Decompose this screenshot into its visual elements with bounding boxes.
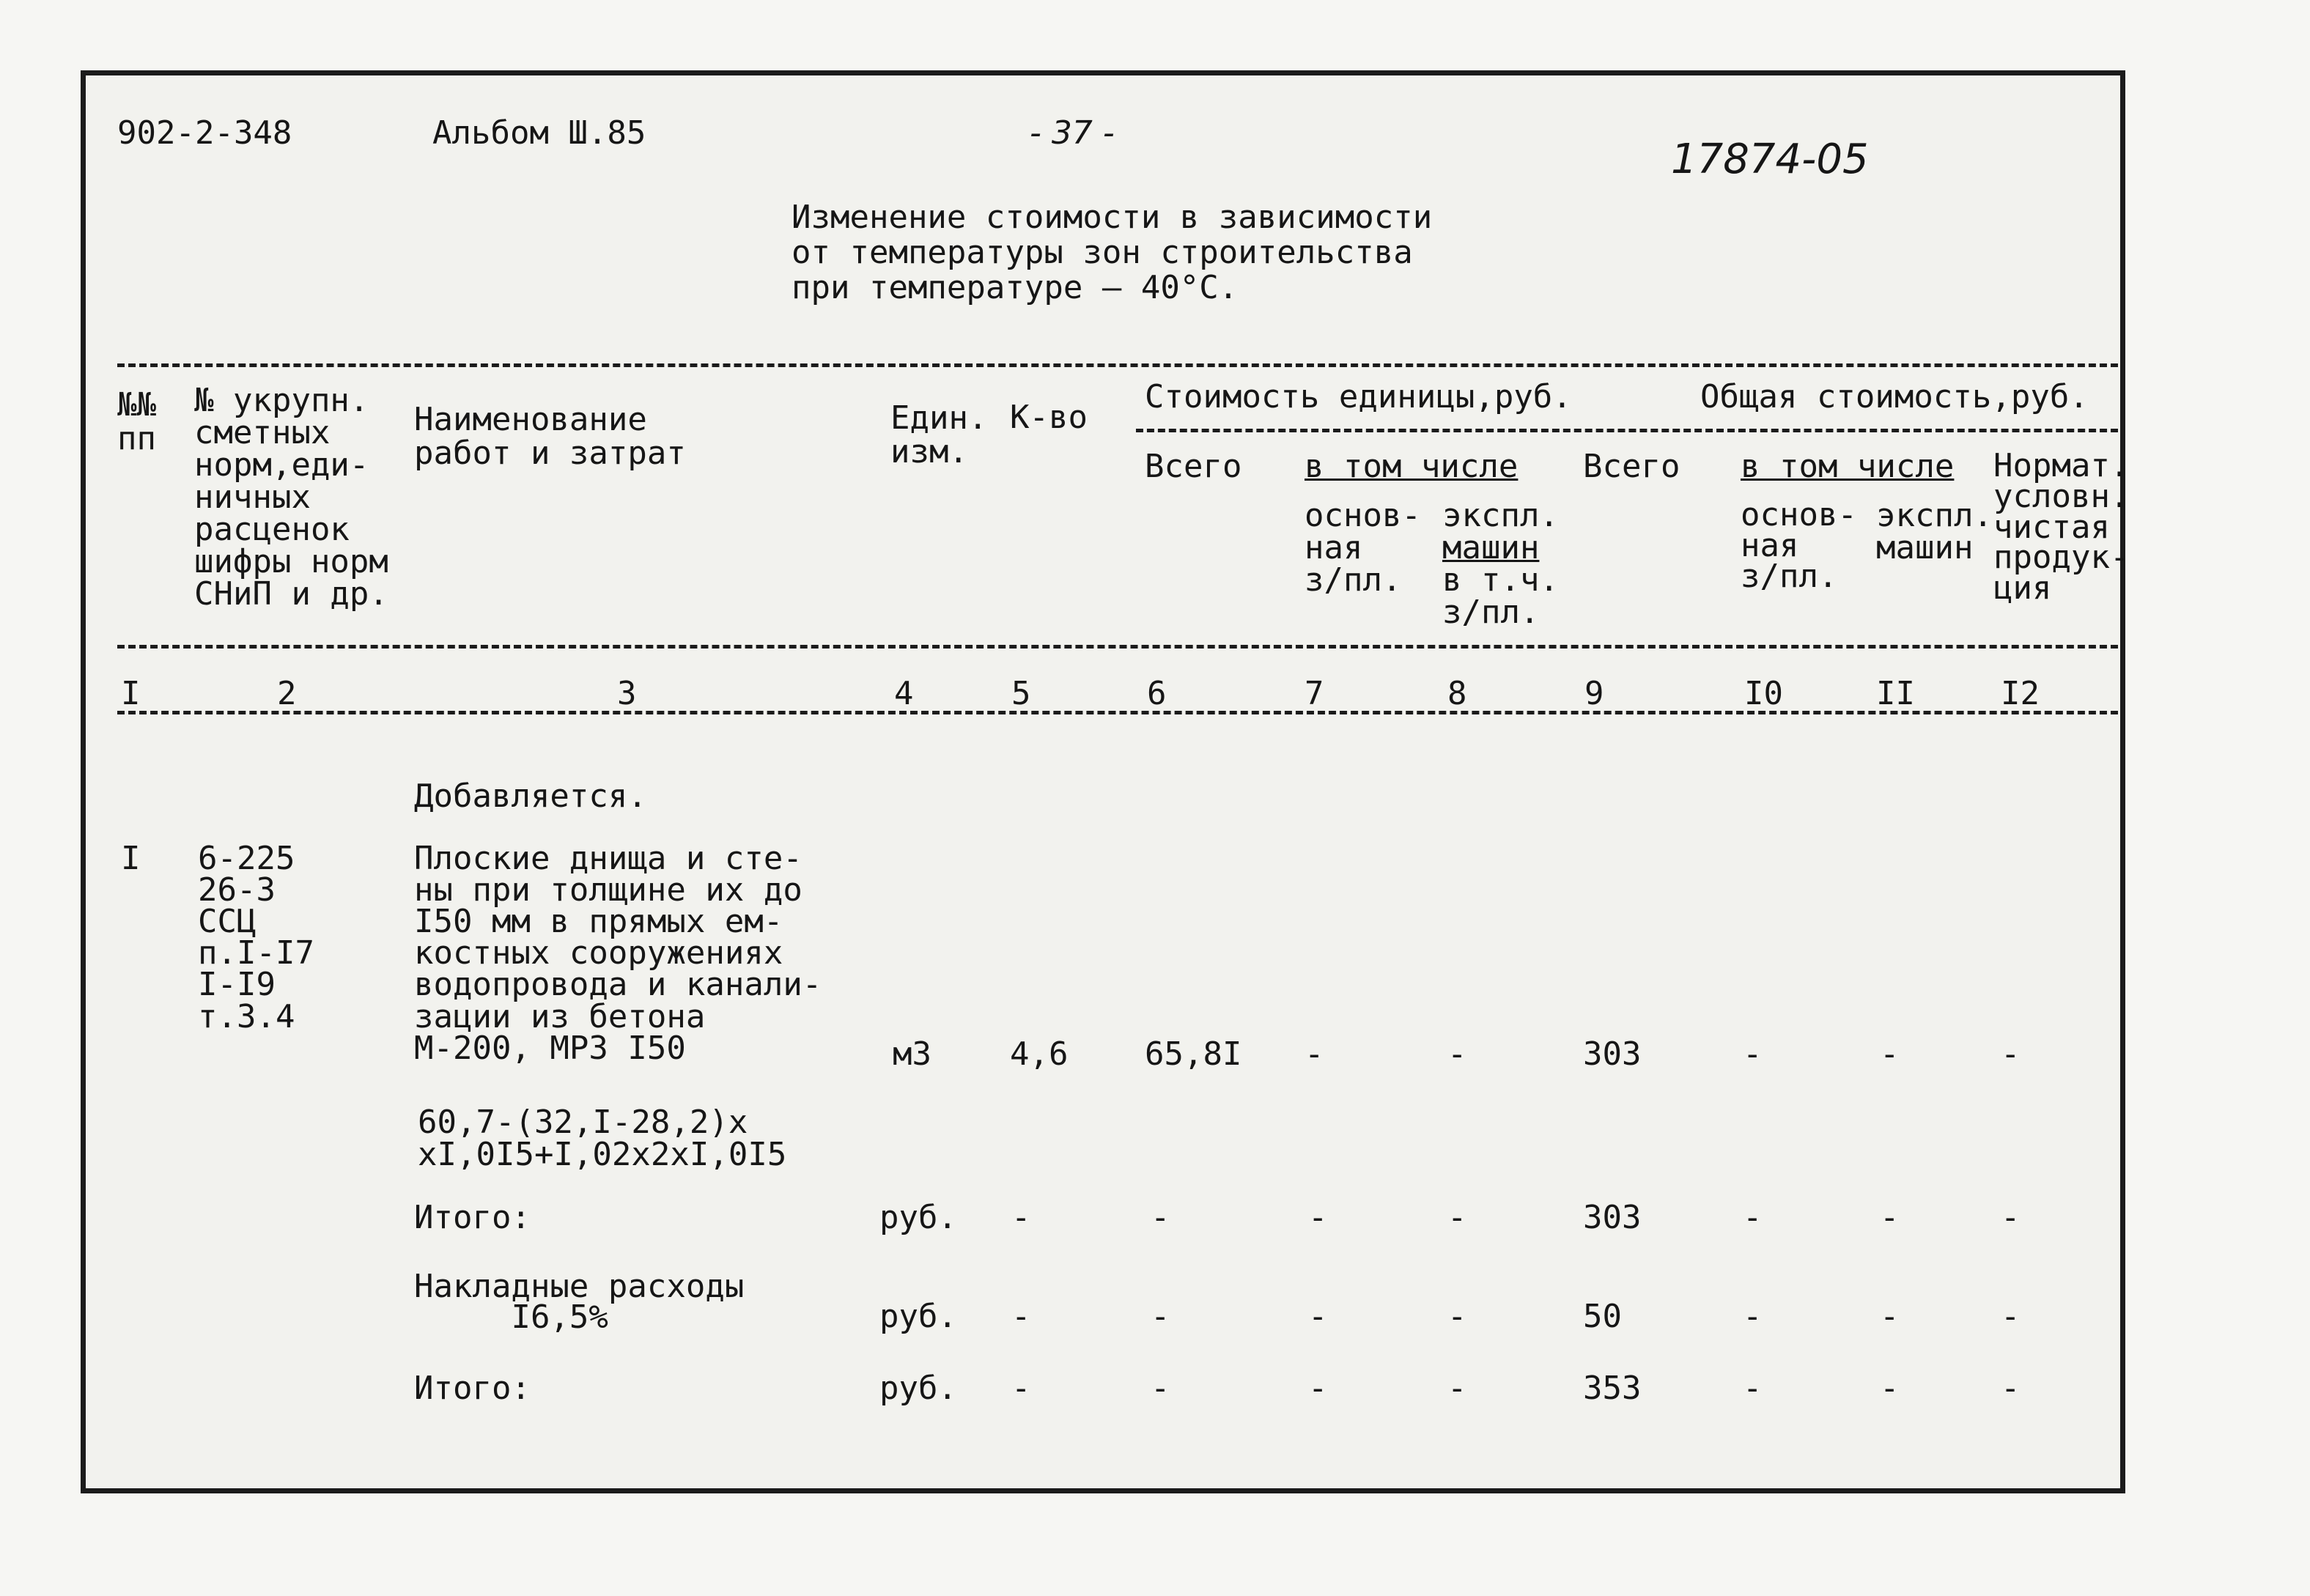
grand-total-total-base-pay: - (1743, 1370, 1763, 1407)
col-number-5: 5 (1011, 675, 1031, 712)
row-work-name: Плоские днища и сте- ны при толщине их до I50 мм в прямых ем- костных сооружениях водопровода и канали- зации из бетона М-200, МРЗ I50 (414, 840, 822, 1067)
header-bottom-rule (117, 645, 2118, 649)
col-header-num: №№ пп (117, 386, 156, 458)
column-number-rule (117, 711, 2118, 714)
col-header-total-machines: экспл. машин (1876, 497, 1993, 566)
row-total-base-pay: - (1743, 1035, 1763, 1073)
col-header-qty: К-во (1010, 399, 1088, 436)
overhead-machines: - (1447, 1298, 1467, 1335)
overhead-qty: - (1011, 1298, 1031, 1335)
col-number-7: 7 (1305, 675, 1324, 712)
summary-machines: - (1447, 1199, 1467, 1236)
unit-cost-group-header: Стоимость единицы,руб. (1145, 378, 1572, 415)
overhead-unit-total: - (1151, 1298, 1170, 1335)
col-header-base-pay: основ- ная з/пл. (1305, 497, 1421, 599)
summary-qty: - (1011, 1199, 1031, 1236)
row-total: 303 (1583, 1035, 1642, 1073)
col-number-8: 8 (1447, 675, 1467, 712)
col-number-11: II (1876, 675, 1915, 712)
col-header-name: Наименование работ и затрат (414, 401, 686, 473)
overhead-total-machines: - (1880, 1298, 1900, 1335)
col-header-machines-pay: в т.ч. з/пл. (1442, 561, 1559, 631)
summary-total-base-pay: - (1743, 1199, 1763, 1236)
col-number-1: I (121, 675, 141, 712)
col-number-4: 4 (894, 675, 914, 712)
col-number-6: 6 (1147, 675, 1167, 712)
col-header-total: Всего (1583, 448, 1680, 485)
row-machines: - (1447, 1035, 1467, 1073)
col-header-unit: Един. изм. (890, 399, 988, 471)
col-header-code: № укрупн. сметных норм,еди- ничных расценок шифры норм СНиП и др. (194, 382, 388, 613)
header-top-rule (117, 363, 2118, 367)
col-header-machines-a: экспл. (1442, 497, 1559, 534)
total-cost-group-header: Общая стоимость,руб. (1700, 378, 2089, 415)
col-number-2: 2 (277, 675, 297, 712)
overhead-total-base-pay: - (1743, 1298, 1763, 1335)
row-number: I (121, 840, 141, 877)
grand-total-label: Итого: (414, 1370, 531, 1407)
overhead-total: 50 (1583, 1298, 1622, 1335)
col-header-unit-total: Всего (1145, 448, 1242, 485)
doc-code: 902-2-348 (117, 114, 292, 152)
row-quantity: 4,6 (1010, 1035, 1069, 1073)
summary-net-product: - (2001, 1199, 2021, 1236)
incl-unit-header: в том числе (1305, 448, 1519, 485)
row-base-pay: - (1305, 1035, 1324, 1073)
summary-total: 303 (1583, 1199, 1642, 1236)
grand-total-unit: руб. (879, 1370, 957, 1407)
title-line-1: Изменение стоимости в зависимости (791, 199, 1433, 236)
overhead-label: Накладные расходы I6,5% (414, 1268, 745, 1336)
row-unit-total: 65,8I (1145, 1035, 1242, 1073)
grand-total-total-machines: - (1880, 1370, 1900, 1407)
col-header-net-product: Нормат. условн. чистая продук- ция (1993, 447, 2130, 607)
summary-unit-total: - (1151, 1199, 1170, 1236)
page-number: - 37 - (1030, 114, 1115, 152)
row-formula: 60,7-(32,I-28,2)x xI,0I5+I,02x2xI,0I5 (418, 1104, 787, 1173)
col-number-12: I2 (2001, 675, 2040, 712)
grand-total-base-pay: - (1308, 1370, 1328, 1407)
row-norm-code: 6-225 26-3 ССЦ п.I-I7 I-I9 т.3.4 (198, 840, 314, 1035)
col-number-3: 3 (617, 675, 637, 712)
grand-total-machines: - (1447, 1370, 1467, 1407)
row-net-product: - (2001, 1035, 2021, 1073)
grand-total-value: 353 (1583, 1370, 1642, 1407)
title-line-3: при температуре — 40°С. (791, 269, 1239, 306)
row-unit: м3 (893, 1035, 931, 1073)
overhead-base-pay: - (1308, 1298, 1328, 1335)
stamp-number: 17874-05 (1671, 136, 1869, 183)
section-label: Добавляется. (414, 777, 647, 815)
summary-unit: руб. (879, 1199, 957, 1236)
overhead-net-product: - (2001, 1298, 2021, 1335)
col-number-10: I0 (1744, 675, 1783, 712)
group-sub-rule (1136, 429, 2118, 432)
title-line-2: от температуры зон строительства (791, 234, 1413, 271)
incl-total-header: в том числе (1741, 448, 1955, 485)
col-header-total-base-pay: основ- ная з/пл. (1741, 496, 1857, 595)
grand-total-qty: - (1011, 1370, 1031, 1407)
col-number-9: 9 (1584, 675, 1604, 712)
col-header-machines-b: машин (1442, 529, 1540, 566)
row-total-machines: - (1880, 1035, 1900, 1073)
summary-base-pay: - (1308, 1199, 1328, 1236)
grand-total-net-product: - (2001, 1370, 2021, 1407)
grand-total-unit-total: - (1151, 1370, 1170, 1407)
summary-total-machines: - (1880, 1199, 1900, 1236)
album-label: Альбом Ш.85 (432, 114, 646, 152)
summary-label: Итого: (414, 1199, 531, 1236)
overhead-unit: руб. (879, 1298, 957, 1335)
